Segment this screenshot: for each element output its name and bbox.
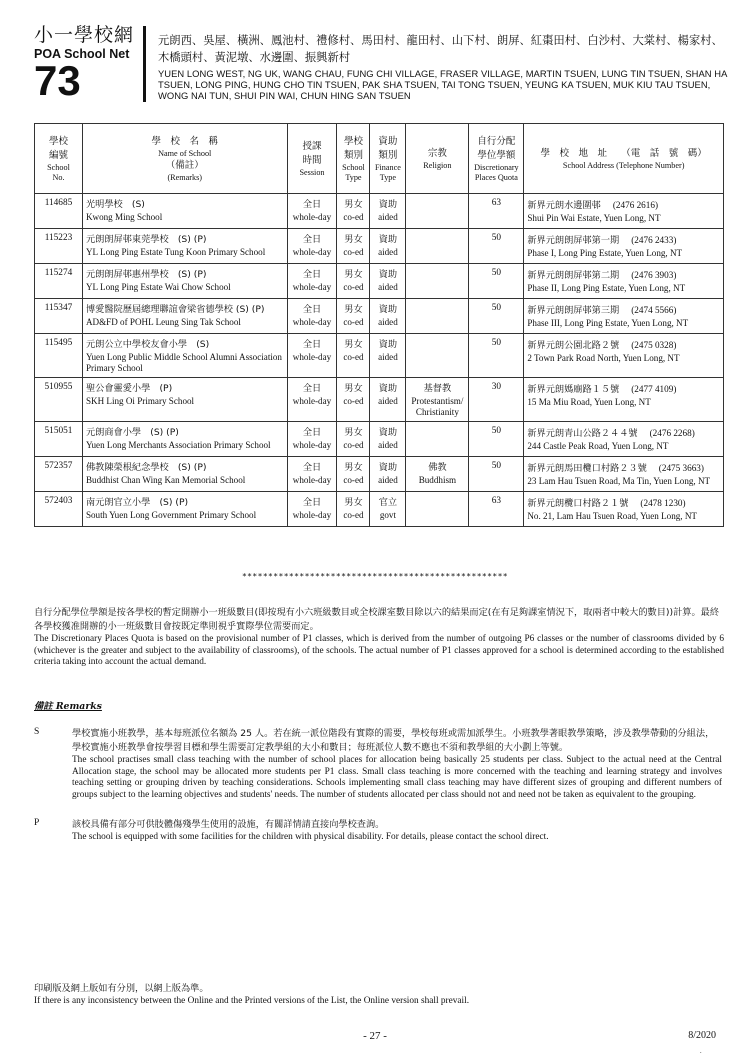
school-type: 男女 co-ed [337,299,370,334]
school-name-zh: 佛教陳榮根紀念學校 (S) (P) [85,462,207,473]
telephone: (2476 3903) [631,270,677,280]
school-address [524,378,724,422]
school-name-en: AD&FD of POHL Leung Sing Tak School [85,317,241,327]
school-address [524,194,724,229]
separator-stars: *************************************************** [241,572,509,581]
table-row [35,229,724,264]
session: 全日 whole-day [287,194,337,229]
school-type: 男女 co-ed [337,422,370,457]
telephone: (2474 5566) [631,305,677,315]
address-en: Phase III, Long Ping Estate, Yuen Long, NT [527,318,689,328]
session: 全日 whole-day [287,299,337,334]
school-net-brand [34,24,142,102]
corner-mark: · [699,1049,702,1057]
finance-type: 資助 aided [370,194,406,229]
places-quota: 50 [469,299,524,334]
places-quota: 50 [469,457,524,492]
revision-date: 8/2020 [688,1030,716,1041]
school-type: 男女 co-ed [337,194,370,229]
school-name [82,378,287,422]
session: 全日 whole-day [287,334,337,378]
religion [406,299,469,334]
school-name-en: SKH Ling Oi Primary School [85,396,195,406]
places-quota: 50 [469,334,524,378]
address-zh: 新界元朗欖口村路２１號 (2478 1230) [527,498,686,509]
session: 全日 whole-day [287,422,337,457]
finance-type: 資助 aided [370,229,406,264]
school-name-en: Buddhist Chan Wing Kan Memorial School [85,475,246,485]
school-address [524,457,724,492]
school-name-zh: 光明學校 (S) [85,199,145,210]
school-net-number: 73 [34,57,81,104]
telephone: (2476 2433) [631,235,677,245]
school-rows [35,194,724,527]
telephone: (2475 3663) [658,463,704,473]
telephone: (2476 2616) [612,200,659,210]
school-name-zh: 元朗商會小學 (S) (P) [85,427,179,438]
address-zh: 新界元朗水邊圍邨 (2476 2616) [527,200,659,211]
header-address: 學 校 地 址 （電 話 號 碼） School Address (Telephone Number) [524,124,724,194]
remarks-title: 備註 Remarks [34,701,102,712]
religion [406,492,469,527]
places-quota: 30 [469,378,524,422]
places-quota: 50 [469,264,524,299]
school-no: 510955 [35,378,83,422]
finance-type: 資助 aided [370,334,406,378]
address-en: 2 Town Park Road North, Yuen Long, NT [527,353,680,363]
places-quota: 50 [469,229,524,264]
school-name [82,194,287,229]
table-row [35,422,724,457]
district-list-en: YUEN LONG WEST, NG UK, WANG CHAU, FUNG CHI VILLAGE, FRASER VILLAGE, MARTIN TSUEN, LUNG TIN TSUEN, SHAN HA TSUEN, LONG PING, HUNG CHO TIN TSUEN, PAK SHA TSUEN, TAI TONG TSUEN, YEUNG KA TSUEN, MUK KIU TAU TSUEN, WONG NAI TUN, SHUI PIN WAI, CHUN HING SAN TSUEN [158,68,727,101]
school-name [82,299,287,334]
session: 全日 whole-day [287,457,337,492]
address-zh: 新界元朗朗屏邨第一期 (2476 2433) [527,235,677,246]
header-session: 授課 時間 Session [287,124,337,194]
remark-code-p: P [34,818,40,828]
address-zh: 新界元朗朗屏邨第二期 (2476 3903) [527,270,677,281]
remark-p-en: The school is equipped with some facilities for the children with physical disability. For details, please contact the school direct. [72,832,549,842]
school-no: 115223 [35,229,83,264]
address-en: Shui Pin Wai Estate, Yuen Long, NT [527,213,661,223]
school-name [82,334,287,378]
school-name [82,229,287,264]
page-number: - 27 - [363,1030,387,1042]
header-school-type: 學校 類別 School Type [337,124,370,194]
finance-type: 資助 aided [370,457,406,492]
header-school-name: 學 校 名 稱 Name of School （備註） (Remarks) [82,124,287,194]
school-name-zh: 元朗朗屏邨惠州學校 (S) (P) [85,269,207,280]
religion: 基督教 Protestantism/ Christianity [406,378,469,422]
school-address [524,492,724,527]
school-no: 572403 [35,492,83,527]
finance-type: 資助 aided [370,264,406,299]
school-name [82,422,287,457]
school-name [82,457,287,492]
address-en: 23 Lam Hau Tsuen Road, Ma Tin, Yuen Long, NT [527,476,711,486]
brand-title-en: POA School Net [34,47,130,61]
table-row [35,457,724,492]
school-type: 男女 co-ed [337,334,370,378]
session: 全日 whole-day [287,378,337,422]
header-religion: 宗教 Religion [406,124,469,194]
remark-s-zh: 學校實施小班教學，基本每班派位名額為 25 人。若在統一派位階段有實際的需要，學校每班或需加派學生。小班教學著眼教學策略，涉及教學帶動的分組法，學校實施小班教學會按學習目標和學生需要訂定教學組的大小和數目；每班派位人數不應也不須和教學組的大小劃上等號。 [72,728,715,753]
religion [406,229,469,264]
header-quota: 自行分配 學位學額 Discretionary Places Quota [469,124,524,194]
school-name-en: YL Long Ping Estate Tung Koon Primary School [85,247,266,257]
address-zh: 新界元朗朗屏邨第三期 (2474 5566) [527,305,677,316]
school-name [82,264,287,299]
school-name-zh: 聖公會靈愛小學 (P) [85,383,173,394]
school-name-zh: 元朗朗屏邨東莞學校 (S) (P) [85,234,207,245]
school-address [524,264,724,299]
school-name-zh: 元朗公立中學校友會小學 (S) [85,339,210,350]
remark-code-s: S [34,727,40,737]
footer-note-zh: 印刷版及網上版如有分別，以網上版為準。 [34,983,209,994]
school-type: 男女 co-ed [337,457,370,492]
religion [406,422,469,457]
school-name-en: Yuen Long Merchants Association Primary School [85,440,271,450]
address-en: Phase I, Long Ping Estate, Yuen Long, NT [527,248,683,258]
places-quota: 50 [469,422,524,457]
places-quota: 63 [469,492,524,527]
session: 全日 whole-day [287,492,337,527]
school-no: 115495 [35,334,83,378]
religion [406,334,469,378]
remark-body-p [72,818,722,844]
school-name-zh: 博愛醫院歷屆總理聯誼會梁省德學校 (S) (P) [85,304,265,315]
brand-title-zh: 小一學校網 [34,24,135,46]
school-address [524,334,724,378]
remark-body-s [72,727,722,801]
table-row [35,264,724,299]
finance-type: 資助 aided [370,299,406,334]
address-en: 15 Ma Miu Road, Yuen Long, NT [527,397,651,407]
places-quota: 63 [469,194,524,229]
telephone: (2476 2268) [649,428,695,438]
address-en: Phase II, Long Ping Estate, Yuen Long, NT [527,283,686,293]
table-row [35,378,724,422]
religion: 佛教 Buddhism [406,457,469,492]
school-name [82,492,287,527]
address-zh: 新界元朗公園北路２號 (2475 0328) [527,340,677,351]
school-name-en: Yuen Long Public Middle School Alumni Association Primary School [85,352,282,373]
table-row [35,299,724,334]
quota-note [34,606,724,669]
telephone: (2477 4109) [631,384,677,394]
quota-note-zh: 自行分配學位學額是按各學校的暫定開辦小一班級數目(即按現有小六班級數目或全校課室數目除以六的結果而定(在有足夠課室情況下，取兩者中較大的數目))計算。最終各學校獲准開辦的小一班級數目會按既定準則視乎實際學位需要而定。 [34,607,720,632]
quota-note-en: The Discretionary Places Quota is based on the provisional number of P1 classes, which is derived from the number of outgoing P6 classes or the number of classrooms divided by 6 (whichever is the greater and subject to the availability of classrooms), of the schools. The actual number of P1 classes approved for a school is determined according to the established criteria taking into account the actual demand. [34,634,724,667]
school-name-en: YL Long Ping Estate Wai Chow School [85,282,231,292]
school-name-en: Kwong Ming School [85,212,163,222]
address-zh: 新界元朗青山公路２４４號 (2476 2268) [527,428,695,439]
address-zh: 新界元朗媽廟路１５號 (2477 4109) [527,384,677,395]
school-no: 115274 [35,264,83,299]
school-name-en: South Yuen Long Government Primary School [85,510,257,520]
telephone: (2475 0328) [631,340,677,350]
header-divider [143,26,146,102]
school-no: 115347 [35,299,83,334]
session: 全日 whole-day [287,229,337,264]
finance-type: 資助 aided [370,422,406,457]
school-address [524,299,724,334]
remark-s-en: The school practises small class teaching with the number of school places for allocation being basically 25 students per class. Subject to the actual need at the Central Allocation stage, the school may be allocated more students per P1 class. Small class teaching is more concerned with the teaching and learning strategy and involves teaching setting or grouping driven by teaching considerations. Schools implementing small class teaching may have different sizes of grouping and different numbers of groups subject to the learning objectives and students' needs. The number of students allocated per class should not and need not be taken as equivalent to the grouping. [72,755,722,800]
table-row [35,334,724,378]
footer-note-en: If there is any inconsistency between the Online and the Printed versions of the List, the Online version shall prevail. [34,996,470,1006]
header-finance-type: 資助 類別 Finance Type [370,124,406,194]
header-school-no: 學校 編號 School No. [35,124,83,194]
district-list-zh: 元朗西、吳屋、橫洲、鳳池村、禮修村、馬田村、龍田村、山下村、朗屏、紅棗田村、白沙村、大棠村、楊家村、木橋頭村、黃泥墩、水邊圍、振興新村 [158,34,723,64]
school-no: 114685 [35,194,83,229]
school-name-zh: 南元朗官立小學 (S) (P) [85,497,189,508]
finance-type: 官立 govt [370,492,406,527]
session: 全日 whole-day [287,264,337,299]
telephone: (2478 1230) [640,498,686,508]
finance-type: 資助 aided [370,378,406,422]
district-list [158,32,728,101]
footer-note [34,982,724,1008]
address-en: No. 21, Lam Hau Tsuen Road, Yuen Long, NT [527,511,697,521]
school-table [34,123,724,527]
school-type: 男女 co-ed [337,378,370,422]
school-no: 572357 [35,457,83,492]
address-en: 244 Castle Peak Road, Yuen Long, NT [527,441,669,451]
school-type: 男女 co-ed [337,492,370,527]
table-row [35,194,724,229]
address-zh: 新界元朗馬田欖口村路２３號 (2475 3663) [527,463,704,474]
school-no: 515051 [35,422,83,457]
school-type: 男女 co-ed [337,229,370,264]
remark-p-zh: 該校具備有部分可供肢體傷殘學生使用的設施，有關詳情請直接向學校查詢。 [72,819,385,830]
school-address [524,229,724,264]
religion [406,194,469,229]
school-type: 男女 co-ed [337,264,370,299]
table-header-row [35,124,724,194]
table-row [35,492,724,527]
page-header [34,24,727,106]
school-address [524,422,724,457]
religion [406,264,469,299]
